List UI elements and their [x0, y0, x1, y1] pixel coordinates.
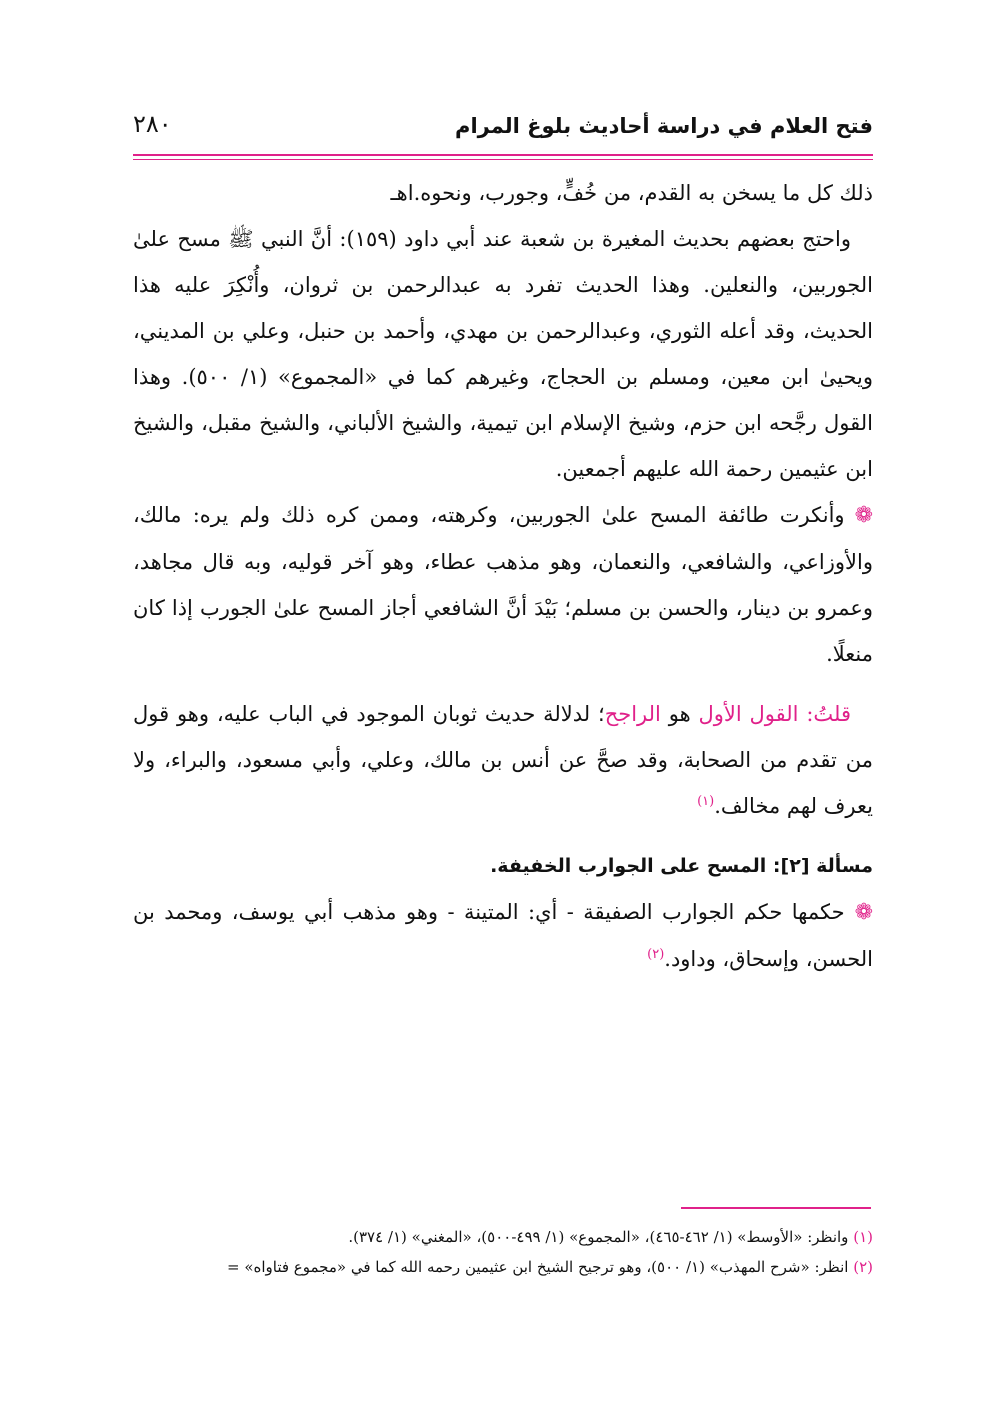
book-title: فتح العلام في دراسة أحاديث بلوغ المرام — [455, 114, 873, 138]
paragraph-4 — [133, 691, 873, 829]
spacer — [133, 677, 873, 691]
first-opinion-term: القول الأول — [698, 702, 799, 726]
paragraph-4-rest: ؛ لدلالة حديث ثوبان الموجود في الباب عليه، وهو قول من تقدم من الصحابة، وقد صحَّ عن أنس بن مالك، وعلي، وأبي مسعود، والبراء، ولا يعرف لهم مخالف. — [133, 702, 873, 818]
footnote-1 — [131, 1222, 873, 1252]
flower-ornament-icon: ❁ — [854, 503, 873, 528]
footnote-2-number: (٢) — [853, 1258, 873, 1276]
footnote-2-text: انظر: «شرح المهذب» (١/ ٥٠٠)، وهو ترجيح الشيخ ابن عثيمين رحمه الله كما في «مجموع فتاواه» = — [226, 1258, 849, 1276]
paragraph-5 — [133, 889, 873, 982]
qultu-label: قلتُ: — [806, 702, 851, 726]
issue-heading — [133, 843, 873, 889]
header-rule-thin — [133, 159, 873, 160]
paragraph-1: ذلك كل ما يسخن به القدم، من خُفٍّ، وجورب، ونحوه.اهـ — [390, 181, 873, 205]
page-body — [133, 170, 873, 982]
spacer — [133, 829, 873, 843]
rajih-term: الراجح — [604, 702, 661, 726]
page-number: ٢٨٠ — [133, 110, 172, 138]
paragraph-3 — [133, 492, 873, 677]
book-page — [133, 110, 873, 982]
footnote-ref-1: (١) — [697, 794, 715, 809]
paragraph-2: واحتج بعضهم بحديث المغيرة بن شعبة عند أبي داود (١٥٩): أنَّ النبي ﷺ مسح علىٰ الجوربين، والنعلين. وهذا الحديث تفرد به عبدالرحمن بن ثروان، وأُنْكِرَ عليه هذا الحديث، وقد أعله الثوري، وعبدالرحمن بن مهدي، وأحمد بن حنبل، وعلي بن المديني، ويحيىٰ ابن معين، ومسلم بن الحجاج، وغيرهم كما في «المجموع» (١/ ٥٠٠). وهذا القول رجَّحه ابن حزم، وشيخ الإسلام ابن تيمية، والشيخ الألباني، والشيخ مقبل، والشيخ ابن عثيمين رحمة الله عليهم أجمعين. — [133, 227, 873, 481]
flower-ornament-icon: ❁ — [854, 900, 873, 925]
footnote-separator — [681, 1207, 871, 1209]
footnote-1-number: (١) — [853, 1228, 873, 1246]
issue-title: المسح على الجوارب الخفيفة. — [490, 855, 767, 877]
running-header — [133, 110, 873, 150]
header-rule — [133, 154, 873, 156]
issue-label: مسألة [٢]: — [772, 855, 873, 877]
footnote-1-text: وانظر: «الأوسط» (١/ ٤٦٢-٤٦٥)، «المجموع» (١/ ٤٩٩-٥٠٠)، «المغني» (١/ ٣٧٤). — [348, 1228, 849, 1246]
paragraph-3-text: وأنكرت طائفة المسح علىٰ الجوربين، وكرهته، وممن كره ذلك ولم يره: مالك، والأوزاعي، والشافعي، والنعمان، وهو مذهب عطاء، وهو آخر قوليه، وبه قال مجاهد، وعمرو بن دينار، والحسن بن مسلم؛ بَيْدَ أنَّ الشافعي أجاز المسح علىٰ الجورب إذا كان منعلًا. — [133, 503, 873, 666]
footnote-2 — [131, 1252, 873, 1282]
paragraph-4-mid: هو — [668, 702, 691, 726]
footnote-ref-2: (٢) — [647, 947, 665, 962]
footnotes — [131, 1222, 873, 1282]
paragraph-5-text: حكمها حكم الجوارب الصفيقة - أي: المتينة - وهو مذهب أبي يوسف، ومحمد بن الحسن، وإسحاق، وداود. — [133, 900, 873, 971]
